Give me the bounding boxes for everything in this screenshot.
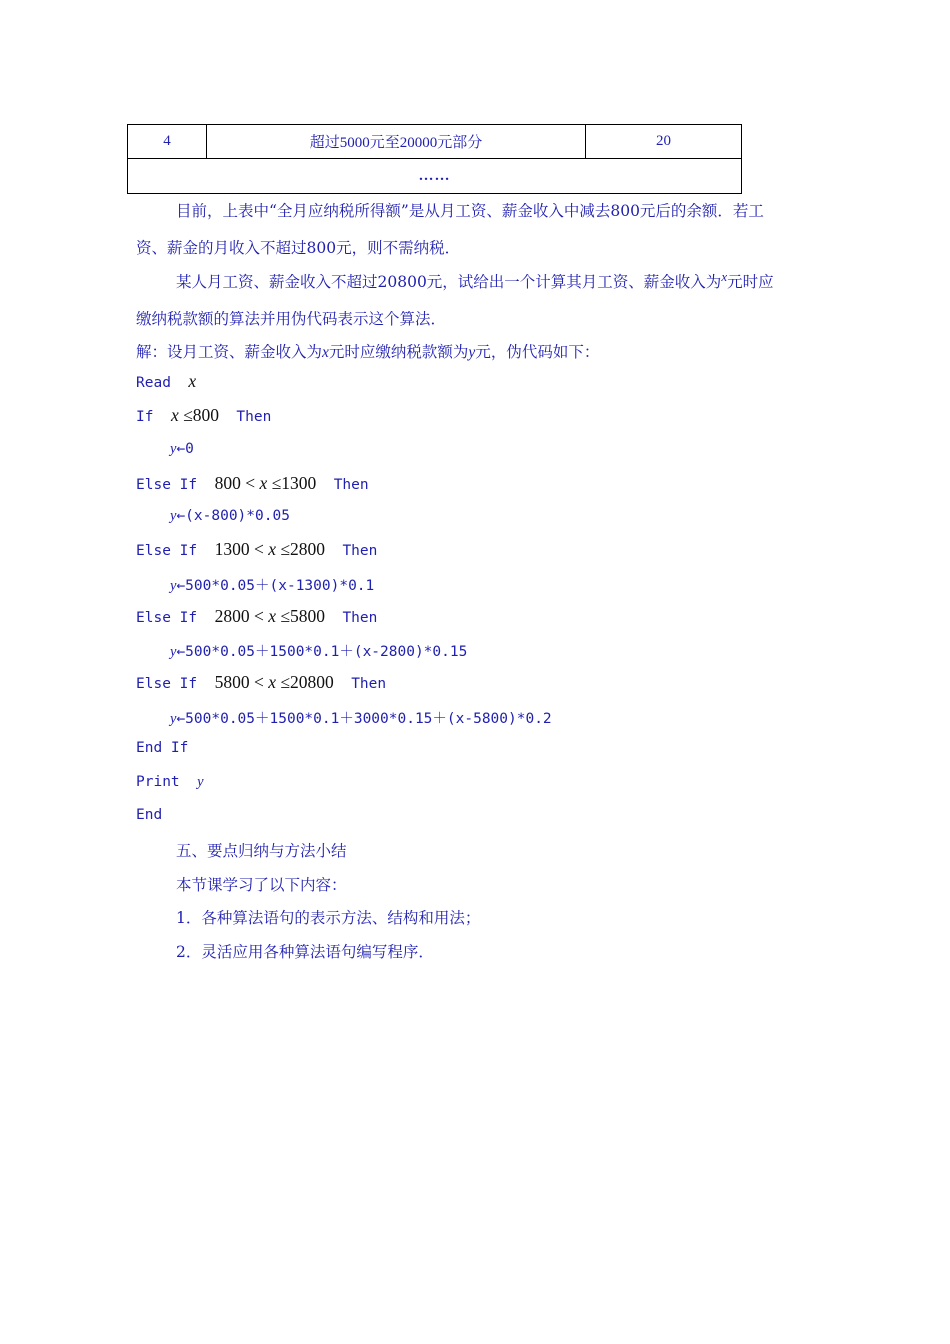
keyword-then: Then xyxy=(236,409,272,425)
table-row xyxy=(128,125,742,159)
code-line-elseif xyxy=(136,606,377,627)
variable-x: x xyxy=(322,344,329,361)
variable-x: x xyxy=(721,269,728,284)
code-line-elseif xyxy=(136,473,369,494)
paragraph-line: 缴纳税款额的算法并用伪代码表示这个算法． xyxy=(136,310,447,328)
problem-text: 元时应 xyxy=(727,273,774,292)
upper-bound: ≤5800 xyxy=(275,606,325,626)
keyword-read: Read xyxy=(136,375,171,391)
keyword-else-if: Else If xyxy=(136,543,198,559)
less-than: < xyxy=(253,539,264,559)
keyword-else-if: Else If xyxy=(136,610,198,626)
lower-bound: 800 xyxy=(214,473,241,493)
assignment: ←(x-800)*0.05 xyxy=(176,508,290,524)
upper-bound: ≤20800 xyxy=(275,672,334,692)
lower-bound: 2800 xyxy=(214,606,250,626)
solution-line xyxy=(136,340,599,362)
variable-x: x xyxy=(268,606,276,626)
variable-y: y xyxy=(170,644,177,660)
keyword-else-if: Else If xyxy=(136,477,198,493)
variable-y: y xyxy=(170,508,177,524)
problem-text: 某人月工资、薪金收入不超过20800元，试给出一个计算其月工资、薪金收入为 xyxy=(176,273,722,292)
lower-bound: 1300 xyxy=(214,539,250,559)
variable-x: x xyxy=(259,473,268,493)
keyword-then: Then xyxy=(351,676,387,692)
solution-text: 元时应缴纳税款额为 xyxy=(328,343,469,361)
code-line-assign xyxy=(170,640,467,661)
table-row xyxy=(128,159,742,194)
code-line-read xyxy=(136,371,196,392)
code-line-if xyxy=(136,405,271,426)
upper-bound: ≤2800 xyxy=(275,539,325,559)
code-line-assign xyxy=(170,508,290,525)
taxable-range-cell: 超过5000元至20000元部分 xyxy=(207,125,586,159)
lower-bound: 5800 xyxy=(214,672,250,692)
section-heading: 五、要点归纳与方法小结 xyxy=(176,842,347,860)
less-than: < xyxy=(245,473,256,493)
assignment: ←500*0.05＋1500*0.1＋(x-2800)*0.15 xyxy=(176,644,468,660)
tax-rate-cell: 20 xyxy=(586,125,742,159)
code-line-elseif xyxy=(136,672,386,693)
less-than: < xyxy=(253,672,264,692)
variable-x: x xyxy=(188,371,197,391)
keyword-print: Print xyxy=(136,774,180,790)
code-line-end: End xyxy=(136,807,163,823)
solution-text: 解：设月工资、薪金收入为 xyxy=(136,343,323,361)
keyword-else-if: Else If xyxy=(136,676,198,692)
upper-bound: ≤1300 xyxy=(267,473,317,493)
variable-y: y xyxy=(197,774,204,790)
code-line-assign xyxy=(170,707,552,728)
variable-x: x xyxy=(268,539,276,559)
code-line-assign xyxy=(170,441,194,458)
summary-item: 2．灵活应用各种算法语句编写程序． xyxy=(176,943,434,961)
paragraph-line: 资、薪金的月收入不超过800元，则不需纳税． xyxy=(136,239,461,257)
tax-level-cell: 4 xyxy=(128,125,207,159)
variable-x: x xyxy=(268,672,276,692)
keyword-if: If xyxy=(136,409,154,425)
code-line-assign xyxy=(170,574,374,595)
tax-rate-table xyxy=(127,124,742,194)
keyword-then: Then xyxy=(333,477,369,493)
less-than: < xyxy=(253,606,264,626)
solution-text: 元，伪代码如下： xyxy=(475,343,600,361)
table-ellipsis: …… xyxy=(128,159,742,194)
keyword-then: Then xyxy=(342,543,378,559)
variable-x: x xyxy=(170,405,179,425)
condition: ≤800 xyxy=(178,405,219,425)
keyword-then: Then xyxy=(342,610,378,626)
code-line-end-if: End If xyxy=(136,740,189,756)
problem-line xyxy=(176,269,774,292)
assignment: ←500*0.05＋(x-1300)*0.1 xyxy=(176,578,375,594)
paragraph-line: 目前，上表中“全月应纳税所得额”是从月工资、薪金收入中减去800元后的余额．若工 xyxy=(176,202,764,220)
assignment: ←500*0.05＋1500*0.1＋3000*0.15＋(x-5800)*0.2 xyxy=(176,711,552,727)
summary-item: 1．各种算法语句的表示方法、结构和用法； xyxy=(176,909,481,927)
code-line-elseif xyxy=(136,539,377,560)
variable-y: y xyxy=(170,578,177,594)
variable-y: y xyxy=(468,344,476,361)
variable-y: y xyxy=(170,711,177,727)
code-line-print xyxy=(136,774,204,791)
assignment: ←0 xyxy=(176,441,194,457)
variable-y: y xyxy=(170,441,177,457)
summary-intro: 本节课学习了以下内容： xyxy=(176,876,347,894)
